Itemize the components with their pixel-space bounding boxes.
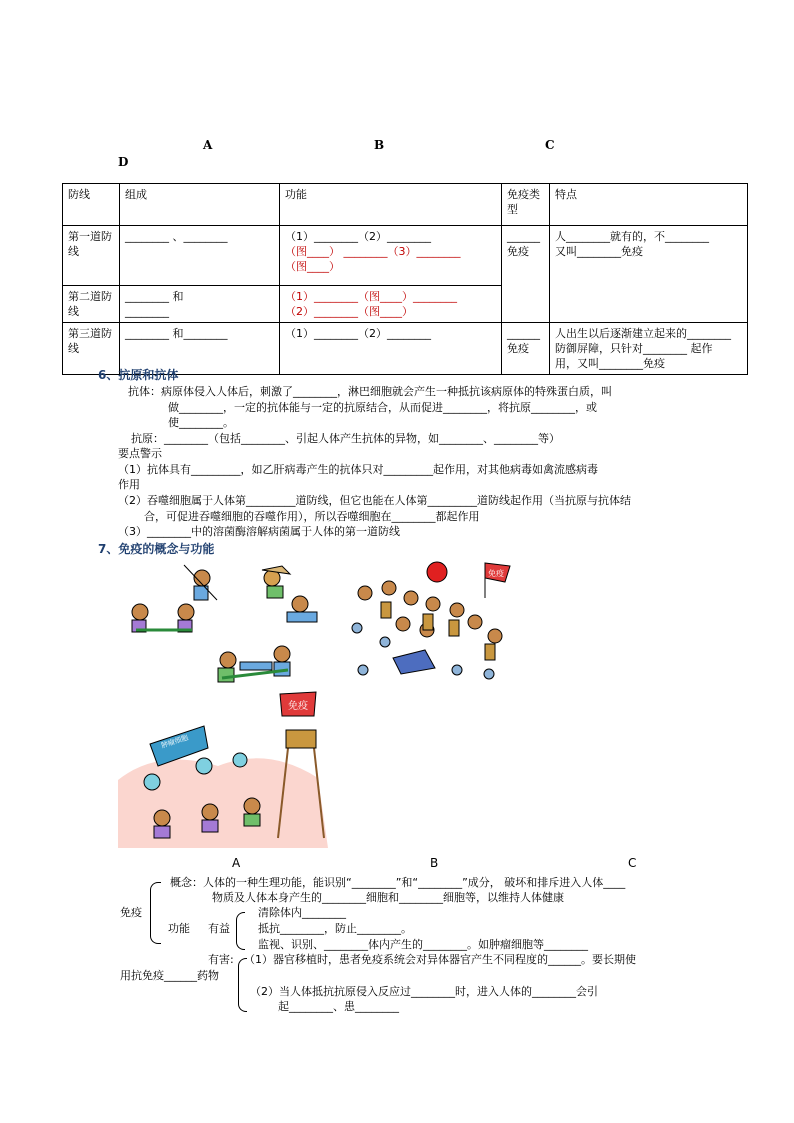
drum-icon — [427, 562, 447, 582]
shield-group — [381, 602, 495, 660]
beneficial-item-2: 抵抗________，防止________。 — [258, 922, 412, 935]
section-6-title: 6、抗原和抗体 — [98, 368, 179, 382]
label-c-top: C — [545, 138, 555, 152]
antibody-line-3: 使________。 — [168, 416, 234, 429]
label-c: C — [628, 856, 637, 870]
key-point-1-cont: 作用 — [118, 478, 140, 491]
key-point-2-cont: 合，可促进吞噬细胞的吞噬作用），所以吞噬细胞在________都起作用 — [144, 510, 480, 523]
beneficial-label: 有益 — [208, 922, 230, 935]
table-cell: 第一道防线 — [63, 226, 120, 286]
table-cell: ______ 免疫 — [502, 226, 550, 323]
harmful-item-2: （2）当人体抵抗抗原侵入反应过________时，进入人体的________会引 — [250, 985, 598, 998]
table-cell-line: 又叫________免疫 — [555, 245, 643, 258]
soldier-figure — [262, 566, 290, 598]
harmful-label: 有害: — [208, 953, 234, 966]
harmful-item-1: （1）器官移植时，患者免疫系统会对异体器官产生不同程度的______。要长期使 — [244, 953, 636, 966]
label-a-top: A — [203, 138, 213, 152]
table-cell-line: 人________就有的，不________ — [555, 230, 709, 243]
table-cell: （1）________（2）________ — [280, 323, 502, 375]
table-cell-line: （1）________（图____）________ — [285, 290, 457, 303]
table-header: 特点 — [550, 184, 748, 226]
table-cell: 第二道防线 — [63, 286, 120, 323]
antigen-line: 抗原：________（包括________、引起人体产生抗体的异物，如________、________等） — [131, 432, 560, 445]
table-cell-line: （图____） — [285, 260, 340, 273]
antibody-line-2: 做________，一定的抗体能与一定的抗原结合，从而促进________，将抗原________，或 — [168, 401, 597, 414]
section-7-title: 7、免疫的概念与功能 — [98, 542, 215, 556]
table-cell: ______ 免疫 — [502, 323, 550, 375]
table-header: 组成 — [120, 184, 280, 226]
flag-icon — [485, 563, 510, 598]
table-cell-line: 人出生以后逐渐建立起来的________ — [555, 327, 731, 340]
stretcher-group — [132, 604, 194, 632]
key-points-label: 要点警示 — [118, 447, 162, 460]
terrain-shape — [118, 758, 328, 848]
defense-lines-table — [62, 183, 748, 375]
banner-text: 免疫 — [288, 701, 308, 712]
table-cell: ________ 和________ — [120, 323, 280, 375]
beneficial-item-1: 清除体内________ — [258, 906, 346, 919]
table-cell — [120, 286, 280, 323]
key-point-1: （1）抗体具有_________，如乙肝病毒产生的抗体只对_________起作用，对其他病毒如禽流感病毒 — [118, 463, 598, 476]
table-cell-line: （1）________（2）________ — [285, 230, 431, 243]
concept-line-1: 概念：人体的一种生理功能，能识别“________”和“________”成分， 破坏和排斥进入人体____ — [170, 876, 626, 889]
soldier-figure — [184, 565, 217, 600]
table-cell — [280, 226, 502, 286]
table-cell — [550, 323, 748, 375]
concept-line-2: 物质及人体本身产生的________细胞和________细胞等，以维持人体健康 — [212, 891, 564, 904]
label-a: A — [232, 856, 241, 870]
tree-root: 免疫 — [120, 906, 142, 919]
table-row — [63, 226, 748, 286]
brace-root — [150, 882, 161, 944]
antibody-line-1: 抗体：病原体侵入人体后，刺激了________，淋巴细胞就会产生一种抵抗该病原体的特殊蛋白质，叫 — [128, 385, 612, 398]
soldier-figure — [287, 596, 317, 622]
key-point-2: （2）吞噬细胞属于人体第_________道防线，但它也能在人体第_________道防线起作用（当抗原与抗体结 — [118, 494, 631, 507]
table-cell-line: ________ 和 — [125, 290, 184, 303]
table-header: 免疫类型 — [502, 184, 550, 226]
stretcher-group — [218, 646, 290, 682]
brace-beneficial — [236, 912, 245, 950]
table-header: 防线 — [63, 184, 120, 226]
table-cell — [550, 226, 748, 323]
table-cell-line: ________ — [125, 305, 169, 318]
label-b: B — [430, 856, 439, 870]
table-header-row — [63, 184, 748, 226]
harmful-item-2-cont: 起________、患________ — [278, 1000, 399, 1013]
function-label: 功能 — [168, 922, 190, 935]
soldier-army — [358, 581, 502, 643]
table-cell-line: （2）________（图____） — [285, 305, 413, 318]
table-cell-line: （图____） ________（3）________ — [285, 245, 461, 258]
table-cell — [280, 286, 502, 323]
illustration-third-defense — [118, 688, 330, 848]
flag-icon — [393, 650, 435, 674]
illustration-second-defense — [345, 558, 517, 688]
label-d-top: D — [118, 155, 129, 169]
label-b-top: B — [374, 138, 385, 152]
table-cell: ________ 、________ — [120, 226, 280, 286]
table-cell-line: 用，又叫________免疫 — [555, 357, 665, 370]
table-header: 功能 — [280, 184, 502, 226]
key-point-3: （3）________中的溶菌酶溶解病菌属于人体的第一道防线 — [118, 525, 400, 538]
banner-text: 肿瘤细胞 — [160, 733, 190, 750]
illustration-first-defense — [122, 560, 327, 690]
banner-text: 免疫 — [488, 569, 504, 578]
harmful-item-1-cont: 用抗免疫______药物 — [120, 969, 219, 982]
beneficial-item-3: 监视、识别、________体内产生的________。如肿瘤细胞等________ — [258, 938, 588, 951]
table-cell-line: 防御屏障，只针对________ 起作 — [555, 342, 713, 355]
table-cell: 第三道防线 — [63, 323, 120, 375]
